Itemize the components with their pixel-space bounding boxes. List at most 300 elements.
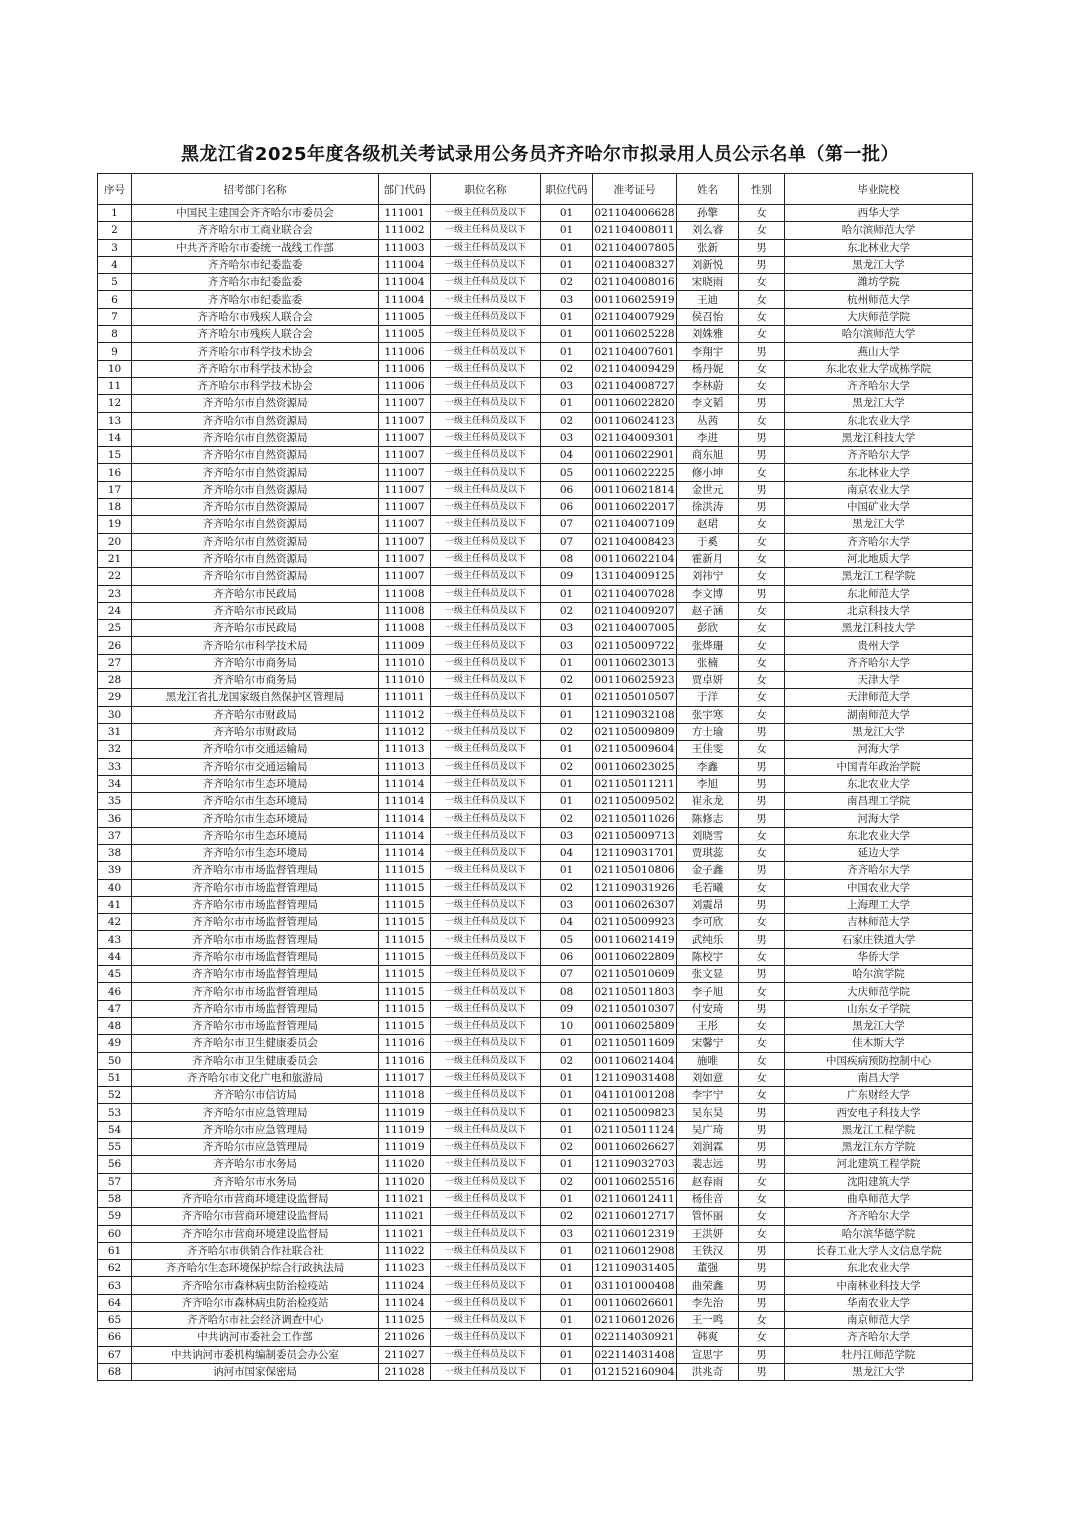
cell-exam-id: 021106012411: [593, 1190, 677, 1207]
cell-dept-code: 111001: [379, 205, 431, 222]
cell-position-code: 01: [541, 1346, 593, 1363]
cell-department: 齐齐哈尔市市场监督管理局: [132, 966, 379, 983]
cell-name: 徐洪涛: [677, 499, 739, 516]
cell-index: 65: [98, 1312, 132, 1329]
cell-position: 一级主任科员及以下: [431, 1208, 541, 1225]
cell-name: 陈校宇: [677, 948, 739, 965]
cell-exam-id: 021105011609: [593, 1035, 677, 1052]
cell-index: 1: [98, 205, 132, 222]
table-row: [98, 741, 973, 758]
cell-department: 齐齐哈尔市财政局: [132, 723, 379, 740]
cell-school: 东北农业大学成栋学院: [785, 360, 973, 377]
header-index: 序号: [98, 174, 132, 205]
cell-name: 于洋: [677, 689, 739, 706]
cell-exam-id: 001106022809: [593, 948, 677, 965]
header-exam-id: 准考证号: [593, 174, 677, 205]
cell-dept-code: 111002: [379, 222, 431, 239]
cell-school: 华南农业大学: [785, 1294, 973, 1311]
cell-exam-id: 021105009713: [593, 827, 677, 844]
cell-name: 赵子涵: [677, 602, 739, 619]
cell-exam-id: 001106025919: [593, 291, 677, 308]
cell-index: 38: [98, 844, 132, 861]
cell-dept-code: 111004: [379, 274, 431, 291]
cell-position: 一级主任科员及以下: [431, 1104, 541, 1121]
cell-department: 讷河市国家保密局: [132, 1363, 379, 1380]
cell-position-code: 03: [541, 377, 593, 394]
cell-dept-code: 111006: [379, 377, 431, 394]
cell-exam-id: 012152160904: [593, 1363, 677, 1380]
cell-exam-id: 001106025516: [593, 1173, 677, 1190]
roster-table: [97, 173, 973, 1381]
cell-position-code: 01: [541, 256, 593, 273]
cell-position-code: 04: [541, 914, 593, 931]
table-row: [98, 948, 973, 965]
cell-gender: 女: [739, 1208, 785, 1225]
cell-dept-code: 111007: [379, 429, 431, 446]
cell-position-code: 02: [541, 879, 593, 896]
cell-exam-id: 021105010609: [593, 966, 677, 983]
cell-position-code: 03: [541, 620, 593, 637]
cell-position: 一级主任科员及以下: [431, 1363, 541, 1380]
cell-index: 58: [98, 1190, 132, 1207]
cell-school: 河北地质大学: [785, 550, 973, 567]
cell-position: 一级主任科员及以下: [431, 412, 541, 429]
cell-name: 刘如意: [677, 1069, 739, 1086]
cell-position-code: 02: [541, 1052, 593, 1069]
cell-exam-id: 021105009722: [593, 637, 677, 654]
cell-position-code: 04: [541, 447, 593, 464]
table-row: [98, 1156, 973, 1173]
cell-position: 一级主任科员及以下: [431, 723, 541, 740]
cell-position: 一级主任科员及以下: [431, 308, 541, 325]
cell-gender: 女: [739, 620, 785, 637]
cell-school: 西安电子科技大学: [785, 1104, 973, 1121]
cell-position: 一级主任科员及以下: [431, 602, 541, 619]
cell-dept-code: 111007: [379, 464, 431, 481]
cell-dept-code: 111007: [379, 499, 431, 516]
cell-department: 齐齐哈尔市卫生健康委员会: [132, 1035, 379, 1052]
cell-gender: 男: [739, 239, 785, 256]
cell-school: 齐齐哈尔大学: [785, 654, 973, 671]
cell-position: 一级主任科员及以下: [431, 741, 541, 758]
cell-gender: 男: [739, 966, 785, 983]
table-row: [98, 1208, 973, 1225]
cell-exam-id: 021104009429: [593, 360, 677, 377]
cell-position-code: 08: [541, 983, 593, 1000]
table-row: [98, 966, 973, 983]
cell-school: 长春工业大学人文信息学院: [785, 1242, 973, 1259]
cell-position-code: 01: [541, 585, 593, 602]
cell-department: 齐齐哈尔市交通运输局: [132, 741, 379, 758]
cell-exam-id: 001106025228: [593, 326, 677, 343]
cell-dept-code: 111007: [379, 568, 431, 585]
cell-name: 贾卓妍: [677, 672, 739, 689]
cell-dept-code: 111015: [379, 862, 431, 879]
cell-index: 49: [98, 1035, 132, 1052]
cell-department: 中共讷河市委机构编制委员会办公室: [132, 1346, 379, 1363]
cell-position-code: 07: [541, 516, 593, 533]
cell-position: 一级主任科员及以下: [431, 429, 541, 446]
cell-name: 商东旭: [677, 447, 739, 464]
cell-department: 齐齐哈尔市科学技术局: [132, 637, 379, 654]
cell-dept-code: 111014: [379, 793, 431, 810]
table-row: [98, 689, 973, 706]
cell-department: 齐齐哈尔市自然资源局: [132, 533, 379, 550]
cell-name: 刘润霖: [677, 1139, 739, 1156]
cell-position: 一级主任科员及以下: [431, 810, 541, 827]
table-row: [98, 1277, 973, 1294]
cell-position: 一级主任科员及以下: [431, 1190, 541, 1207]
cell-position-code: 01: [541, 1087, 593, 1104]
cell-position-code: 02: [541, 1173, 593, 1190]
cell-dept-code: 211027: [379, 1346, 431, 1363]
table-row: [98, 360, 973, 377]
cell-department: 齐齐哈尔市民政局: [132, 620, 379, 637]
table-row: [98, 205, 973, 222]
cell-school: 河北建筑工程学院: [785, 1156, 973, 1173]
cell-gender: 女: [739, 844, 785, 861]
cell-position: 一级主任科员及以下: [431, 395, 541, 412]
cell-school: 大庆师范学院: [785, 983, 973, 1000]
cell-department: 齐齐哈尔市科学技术协会: [132, 360, 379, 377]
cell-gender: 女: [739, 672, 785, 689]
cell-position: 一级主任科员及以下: [431, 568, 541, 585]
cell-school: 南京师范大学: [785, 1312, 973, 1329]
cell-name: 董强: [677, 1260, 739, 1277]
cell-school: 东北师范大学: [785, 585, 973, 602]
cell-department: 齐齐哈尔市水务局: [132, 1173, 379, 1190]
cell-position: 一级主任科员及以下: [431, 343, 541, 360]
cell-position: 一级主任科员及以下: [431, 1087, 541, 1104]
cell-school: 中国矿业大学: [785, 499, 973, 516]
cell-index: 9: [98, 343, 132, 360]
cell-exam-id: 021106012908: [593, 1242, 677, 1259]
cell-gender: 女: [739, 1225, 785, 1242]
cell-department: 齐齐哈尔市自然资源局: [132, 447, 379, 464]
cell-position-code: 01: [541, 689, 593, 706]
cell-position: 一级主任科员及以下: [431, 931, 541, 948]
table-row: [98, 827, 973, 844]
table-row: [98, 620, 973, 637]
cell-name: 张新: [677, 239, 739, 256]
cell-school: 南京农业大学: [785, 481, 973, 498]
cell-dept-code: 111005: [379, 308, 431, 325]
cell-exam-id: 021106012026: [593, 1312, 677, 1329]
cell-school: 沈阳建筑大学: [785, 1173, 973, 1190]
cell-department: 齐齐哈尔市营商环境建设监督局: [132, 1190, 379, 1207]
cell-position-code: 01: [541, 741, 593, 758]
cell-school: 佳木斯大学: [785, 1035, 973, 1052]
cell-department: 齐齐哈尔市自然资源局: [132, 568, 379, 585]
table-row: [98, 1190, 973, 1207]
cell-department: 齐齐哈尔市卫生健康委员会: [132, 1052, 379, 1069]
cell-school: 西华大学: [785, 205, 973, 222]
cell-index: 67: [98, 1346, 132, 1363]
cell-exam-id: 001106026601: [593, 1294, 677, 1311]
cell-exam-id: 021105009823: [593, 1104, 677, 1121]
cell-school: 黑龙江大学: [785, 723, 973, 740]
cell-gender: 女: [739, 689, 785, 706]
cell-index: 63: [98, 1277, 132, 1294]
cell-gender: 男: [739, 1346, 785, 1363]
cell-school: 齐齐哈尔大学: [785, 862, 973, 879]
cell-gender: 女: [739, 1069, 785, 1086]
cell-position-code: 03: [541, 1225, 593, 1242]
cell-exam-id: 001106023013: [593, 654, 677, 671]
cell-position: 一级主任科员及以下: [431, 948, 541, 965]
table-row: [98, 1329, 973, 1346]
cell-position: 一级主任科员及以下: [431, 326, 541, 343]
cell-school: 南昌大学: [785, 1069, 973, 1086]
cell-name: 王佳雯: [677, 741, 739, 758]
cell-position-code: 05: [541, 931, 593, 948]
cell-school: 燕山大学: [785, 343, 973, 360]
cell-school: 齐齐哈尔大学: [785, 377, 973, 394]
cell-name: 霍新月: [677, 550, 739, 567]
cell-exam-id: 001106025809: [593, 1017, 677, 1034]
cell-index: 17: [98, 481, 132, 498]
cell-exam-id: 021104006628: [593, 205, 677, 222]
cell-gender: 女: [739, 1329, 785, 1346]
cell-name: 彭欣: [677, 620, 739, 637]
cell-exam-id: 001106026627: [593, 1139, 677, 1156]
cell-exam-id: 021105009809: [593, 723, 677, 740]
table-row: [98, 326, 973, 343]
cell-index: 51: [98, 1069, 132, 1086]
cell-gender: 女: [739, 377, 785, 394]
table-row: [98, 464, 973, 481]
cell-position-code: 03: [541, 637, 593, 654]
cell-position: 一级主任科员及以下: [431, 1225, 541, 1242]
cell-index: 14: [98, 429, 132, 446]
cell-gender: 男: [739, 1242, 785, 1259]
cell-gender: 男: [739, 1363, 785, 1380]
table-row: [98, 1035, 973, 1052]
cell-position: 一级主任科员及以下: [431, 672, 541, 689]
cell-position-code: 01: [541, 1294, 593, 1311]
cell-position: 一级主任科员及以下: [431, 654, 541, 671]
cell-dept-code: 111008: [379, 602, 431, 619]
cell-department: 齐齐哈尔市信访局: [132, 1087, 379, 1104]
cell-name: 刘祎宁: [677, 568, 739, 585]
cell-position: 一级主任科员及以下: [431, 1017, 541, 1034]
cell-dept-code: 111019: [379, 1139, 431, 1156]
cell-position-code: 02: [541, 758, 593, 775]
table-row: [98, 222, 973, 239]
cell-position-code: 02: [541, 360, 593, 377]
cell-position-code: 04: [541, 844, 593, 861]
cell-gender: 男: [739, 499, 785, 516]
table-row: [98, 793, 973, 810]
cell-name: 丛茜: [677, 412, 739, 429]
cell-index: 29: [98, 689, 132, 706]
table-row: [98, 499, 973, 516]
table-row: [98, 758, 973, 775]
cell-dept-code: 111007: [379, 516, 431, 533]
cell-index: 16: [98, 464, 132, 481]
cell-index: 53: [98, 1104, 132, 1121]
cell-department: 齐齐哈尔生态环境保护综合行政执法局: [132, 1260, 379, 1277]
table-row: [98, 637, 973, 654]
cell-school: 上海理工大学: [785, 896, 973, 913]
cell-position-code: 01: [541, 205, 593, 222]
table-row: [98, 844, 973, 861]
cell-name: 李林蔚: [677, 377, 739, 394]
cell-department: 齐齐哈尔市市场监督管理局: [132, 983, 379, 1000]
cell-dept-code: 111007: [379, 395, 431, 412]
cell-gender: 女: [739, 568, 785, 585]
cell-dept-code: 111011: [379, 689, 431, 706]
cell-position: 一级主任科员及以下: [431, 844, 541, 861]
cell-position: 一级主任科员及以下: [431, 499, 541, 516]
cell-gender: 男: [739, 1277, 785, 1294]
cell-exam-id: 021105010507: [593, 689, 677, 706]
cell-index: 47: [98, 1000, 132, 1017]
cell-school: 河海大学: [785, 741, 973, 758]
cell-position-code: 01: [541, 1035, 593, 1052]
cell-school: 黑龙江科技大学: [785, 620, 973, 637]
cell-exam-id: 021104008016: [593, 274, 677, 291]
cell-position-code: 02: [541, 412, 593, 429]
cell-school: 杭州师范大学: [785, 291, 973, 308]
cell-name: 李宇宁: [677, 1087, 739, 1104]
cell-gender: 女: [739, 205, 785, 222]
cell-position: 一级主任科员及以下: [431, 1277, 541, 1294]
cell-gender: 女: [739, 706, 785, 723]
cell-name: 张烨珊: [677, 637, 739, 654]
cell-position-code: 02: [541, 672, 593, 689]
cell-dept-code: 111016: [379, 1052, 431, 1069]
cell-position: 一级主任科员及以下: [431, 879, 541, 896]
cell-name: 宋晓雨: [677, 274, 739, 291]
cell-index: 23: [98, 585, 132, 602]
cell-dept-code: 111019: [379, 1121, 431, 1138]
cell-exam-id: 021104007005: [593, 620, 677, 637]
cell-dept-code: 211028: [379, 1363, 431, 1380]
cell-position: 一级主任科员及以下: [431, 1294, 541, 1311]
cell-index: 45: [98, 966, 132, 983]
table-row: [98, 896, 973, 913]
cell-name: 王铁汉: [677, 1242, 739, 1259]
cell-name: 赵春雨: [677, 1173, 739, 1190]
cell-position: 一级主任科员及以下: [431, 914, 541, 931]
cell-position-code: 01: [541, 1242, 593, 1259]
cell-gender: 女: [739, 1173, 785, 1190]
cell-position: 一级主任科员及以下: [431, 1260, 541, 1277]
cell-department: 齐齐哈尔市残疾人联合会: [132, 308, 379, 325]
cell-department: 齐齐哈尔市社会经济调查中心: [132, 1312, 379, 1329]
cell-dept-code: 111014: [379, 827, 431, 844]
cell-dept-code: 111015: [379, 983, 431, 1000]
cell-school: 齐齐哈尔大学: [785, 1329, 973, 1346]
cell-name: 李文韬: [677, 395, 739, 412]
cell-position: 一级主任科员及以下: [431, 827, 541, 844]
cell-department: 齐齐哈尔市应急管理局: [132, 1139, 379, 1156]
table-row: [98, 1000, 973, 1017]
cell-index: 30: [98, 706, 132, 723]
cell-exam-id: 001106025923: [593, 672, 677, 689]
cell-department: 齐齐哈尔市民政局: [132, 602, 379, 619]
table-row: [98, 1294, 973, 1311]
cell-dept-code: 111015: [379, 1000, 431, 1017]
cell-index: 22: [98, 568, 132, 585]
table-row: [98, 672, 973, 689]
cell-position: 一级主任科员及以下: [431, 1312, 541, 1329]
cell-gender: 男: [739, 1156, 785, 1173]
cell-gender: 男: [739, 931, 785, 948]
cell-index: 35: [98, 793, 132, 810]
cell-department: 中共讷河市委社会工作部: [132, 1329, 379, 1346]
cell-gender: 女: [739, 412, 785, 429]
cell-name: 裴志远: [677, 1156, 739, 1173]
cell-exam-id: 001106026307: [593, 896, 677, 913]
cell-school: 东北农业大学: [785, 1260, 973, 1277]
cell-position-code: 01: [541, 775, 593, 792]
cell-department: 齐齐哈尔市自然资源局: [132, 395, 379, 412]
cell-position: 一级主任科员及以下: [431, 758, 541, 775]
cell-exam-id: 121109032703: [593, 1156, 677, 1173]
cell-name: 王彤: [677, 1017, 739, 1034]
cell-position: 一级主任科员及以下: [431, 862, 541, 879]
cell-department: 齐齐哈尔市营商环境建设监督局: [132, 1225, 379, 1242]
cell-school: 黑龙江大学: [785, 256, 973, 273]
header-position-code: 职位代码: [541, 174, 593, 205]
cell-index: 28: [98, 672, 132, 689]
cell-dept-code: 111015: [379, 879, 431, 896]
cell-department: 齐齐哈尔市残疾人联合会: [132, 326, 379, 343]
cell-index: 3: [98, 239, 132, 256]
table-row: [98, 862, 973, 879]
cell-exam-id: 121109031405: [593, 1260, 677, 1277]
cell-gender: 男: [739, 896, 785, 913]
table-row: [98, 1260, 973, 1277]
cell-department: 齐齐哈尔市文化广电和旅游局: [132, 1069, 379, 1086]
cell-position-code: 01: [541, 222, 593, 239]
cell-position: 一级主任科员及以下: [431, 1346, 541, 1363]
cell-dept-code: 111015: [379, 931, 431, 948]
cell-index: 4: [98, 256, 132, 273]
table-row: [98, 377, 973, 394]
cell-school: 哈尔滨学院: [785, 966, 973, 983]
cell-gender: 女: [739, 464, 785, 481]
cell-gender: 男: [739, 1139, 785, 1156]
cell-name: 洪兆奇: [677, 1363, 739, 1380]
cell-department: 齐齐哈尔市自然资源局: [132, 481, 379, 498]
cell-department: 齐齐哈尔市市场监督管理局: [132, 1017, 379, 1034]
cell-position-code: 01: [541, 343, 593, 360]
cell-position-code: 08: [541, 550, 593, 567]
cell-name: 吴广琦: [677, 1121, 739, 1138]
cell-gender: 女: [739, 741, 785, 758]
cell-index: 34: [98, 775, 132, 792]
cell-position-code: 02: [541, 602, 593, 619]
table-row: [98, 585, 973, 602]
cell-school: 延边大学: [785, 844, 973, 861]
cell-gender: 男: [739, 793, 785, 810]
cell-name: 修小坤: [677, 464, 739, 481]
cell-position: 一级主任科员及以下: [431, 464, 541, 481]
cell-name: 张宇寒: [677, 706, 739, 723]
cell-gender: 男: [739, 1104, 785, 1121]
cell-position: 一级主任科员及以下: [431, 793, 541, 810]
table-row: [98, 1104, 973, 1121]
cell-gender: 女: [739, 1052, 785, 1069]
cell-position: 一级主任科员及以下: [431, 1052, 541, 1069]
cell-dept-code: 111013: [379, 741, 431, 758]
cell-exam-id: 121109031926: [593, 879, 677, 896]
cell-position-code: 01: [541, 326, 593, 343]
cell-index: 68: [98, 1363, 132, 1380]
